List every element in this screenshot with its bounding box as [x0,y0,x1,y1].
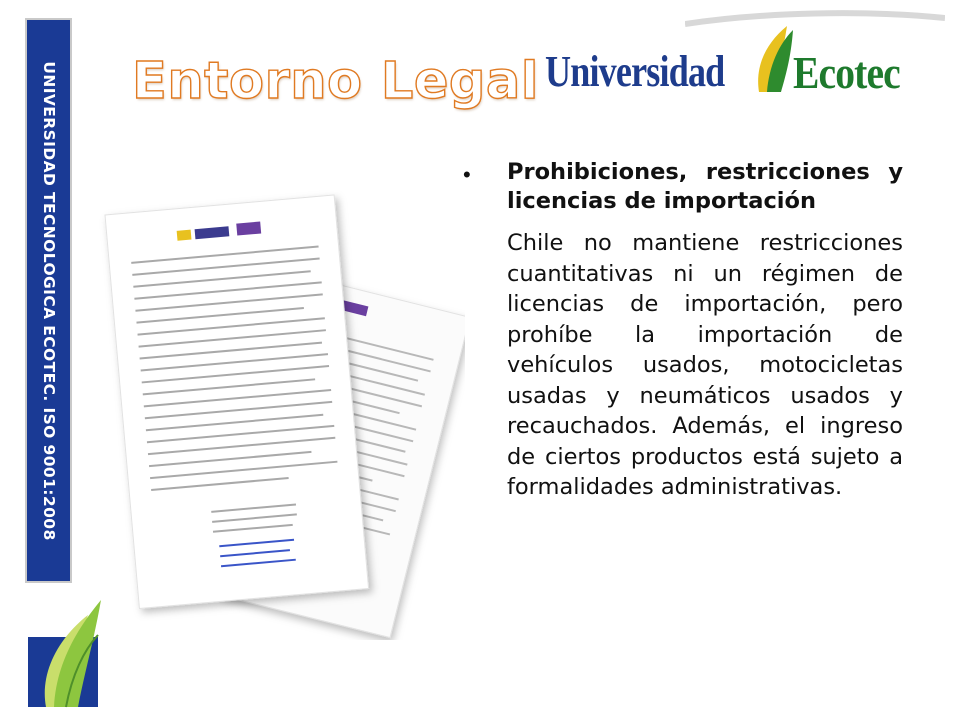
slide-title: Entorno Legal [132,52,539,111]
university-logo [545,22,945,102]
logo-swoosh-icon [685,8,945,28]
bullet-dot-icon: • [463,162,471,187]
logo-leaf-icon [753,22,795,94]
bullet-block [463,158,903,503]
bullet-heading: Prohibiciones, restricciones y licencias de importación [507,159,903,214]
side-band [25,18,72,583]
logo-text-ecotec: Ecotec [793,47,900,98]
logo-text-universidad: Universidad [545,47,725,96]
leaf-emblem-icon [26,595,106,710]
bullet-body: Chile no mantiene restricciones cuantitativas ni un régimen de licencias de importación, pero prohíbe la importación de vehículos usados, motocicletas usadas y neumáticos usados y recauchados. Además, el ingreso de ciertos productos está sujeto a formalidades administrativas. [507,230,903,500]
side-band-text: UNIVERSIDAD TECNOLOGICA ECOTEC. ISO 9001:2008 [39,60,58,541]
document-stack-icon [95,180,465,640]
